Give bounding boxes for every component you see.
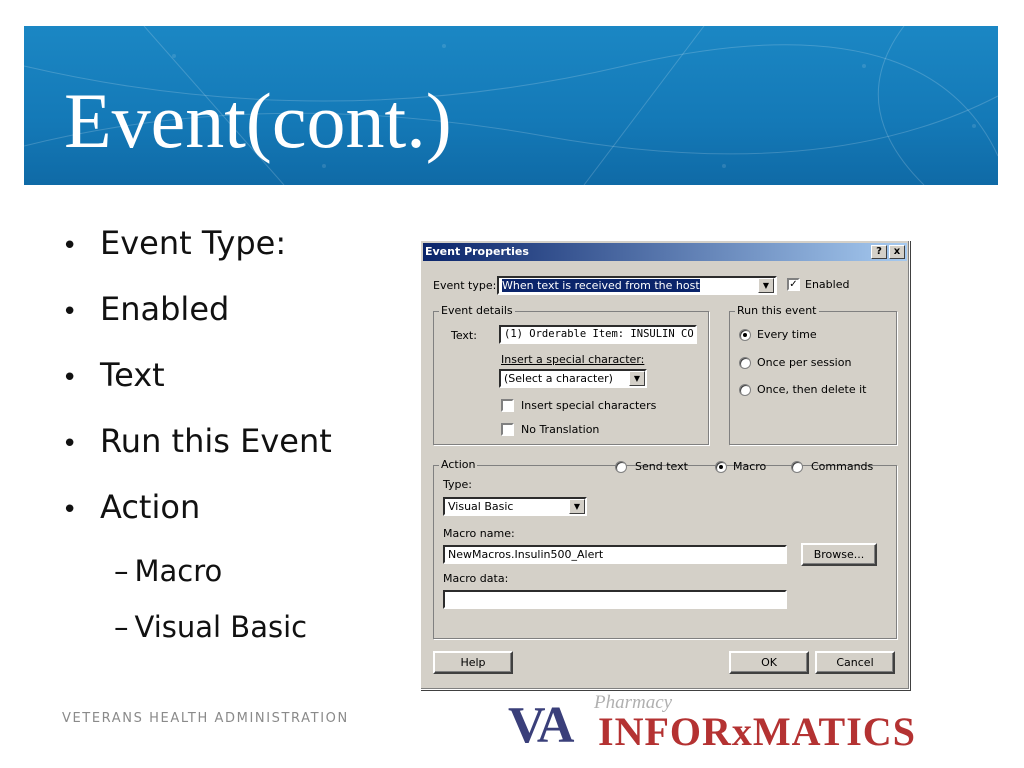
macro-name-label: Macro name: — [443, 527, 515, 540]
once-per-session-label: Once per session — [757, 356, 852, 369]
help-button[interactable]: Help — [433, 651, 513, 674]
pharmacy-informatics-logo — [508, 692, 916, 754]
macro-option-label: Macro — [733, 460, 767, 473]
browse-button[interactable]: Browse... — [801, 543, 877, 566]
type-label: Type: — [443, 478, 472, 491]
sub-bullet-text: Visual Basic — [134, 610, 308, 644]
bullet-item: • Enabled — [62, 290, 230, 328]
chevron-down-icon[interactable]: ▼ — [758, 278, 774, 293]
dialog-titlebar — [423, 243, 907, 261]
logo-pharmacy: Pharmacy — [594, 692, 673, 713]
run-this-event-title: Run this event — [737, 304, 817, 317]
once-then-delete-label: Once, then delete it — [757, 383, 867, 396]
macro-data-label: Macro data: — [443, 572, 509, 585]
every-time-label: Every time — [757, 328, 817, 341]
bullet-item: • Event Type: — [62, 224, 287, 262]
close-button[interactable]: x — [889, 245, 905, 259]
event-details-title: Event details — [441, 304, 513, 317]
logo-va: VA — [508, 697, 573, 754]
bullet-item: • Action — [62, 488, 201, 526]
radio-send-text[interactable] — [615, 461, 627, 473]
macro-data-input[interactable] — [443, 590, 787, 609]
bullet-list — [62, 224, 402, 666]
text-label: Text: — [451, 329, 477, 342]
bullet-text: Enabled — [100, 290, 230, 328]
radio-once-per-session[interactable] — [739, 357, 751, 369]
cancel-button[interactable]: Cancel — [815, 651, 895, 674]
title-banner — [24, 26, 998, 185]
insert-special-label: Insert special characters — [521, 399, 657, 412]
radio-once-then-delete[interactable] — [739, 384, 751, 396]
ok-button[interactable]: OK — [729, 651, 809, 674]
event-type-label: Event type: — [433, 279, 497, 292]
logo-informatics: INFORxMATICS — [598, 709, 916, 754]
chevron-down-icon[interactable]: ▼ — [629, 371, 645, 386]
footer-organization: VETERANS HEALTH ADMINISTRATION — [62, 711, 349, 726]
no-translation-checkbox[interactable] — [501, 423, 514, 436]
text-input[interactable]: (1) Orderable Item: INSULIN CO — [499, 325, 697, 344]
send-text-label: Send text — [635, 460, 688, 473]
radio-commands[interactable] — [791, 461, 803, 473]
sub-bullet-item: – Visual Basic — [114, 610, 308, 644]
bullet-text: Action — [100, 488, 201, 526]
insert-special-checkbox[interactable] — [501, 399, 514, 412]
special-char-select[interactable]: (Select a character) — [499, 369, 647, 388]
event-type-select[interactable] — [497, 276, 777, 295]
sub-bullet-text: Macro — [134, 554, 223, 588]
dialog-title: Event Properties — [425, 245, 529, 258]
enabled-label: Enabled — [805, 278, 850, 291]
event-properties-dialog — [420, 240, 910, 690]
enabled-checkbox[interactable]: ✓ — [787, 278, 800, 291]
sub-bullet-item: – Macro — [114, 554, 223, 588]
commands-label: Commands — [811, 460, 874, 473]
radio-macro[interactable] — [715, 461, 727, 473]
no-translation-label: No Translation — [521, 423, 600, 436]
action-title: Action — [441, 458, 476, 471]
bullet-text: Run this Event — [100, 422, 332, 460]
bullet-item: • Run this Event — [62, 422, 332, 460]
radio-every-time[interactable] — [739, 329, 751, 341]
bullet-text: Event Type: — [100, 224, 287, 262]
chevron-down-icon[interactable]: ▼ — [569, 499, 585, 514]
event-type-value: When text is received from the host — [502, 279, 700, 292]
slide-title: Event(cont.) — [64, 77, 452, 164]
macro-name-input[interactable]: NewMacros.Insulin500_Alert — [443, 545, 787, 564]
special-char-label: Insert a special character: — [501, 353, 645, 366]
bullet-item: • Text — [62, 356, 165, 394]
help-title-button[interactable]: ? — [871, 245, 887, 259]
bullet-text: Text — [100, 356, 165, 394]
type-select[interactable]: Visual Basic — [443, 497, 587, 516]
